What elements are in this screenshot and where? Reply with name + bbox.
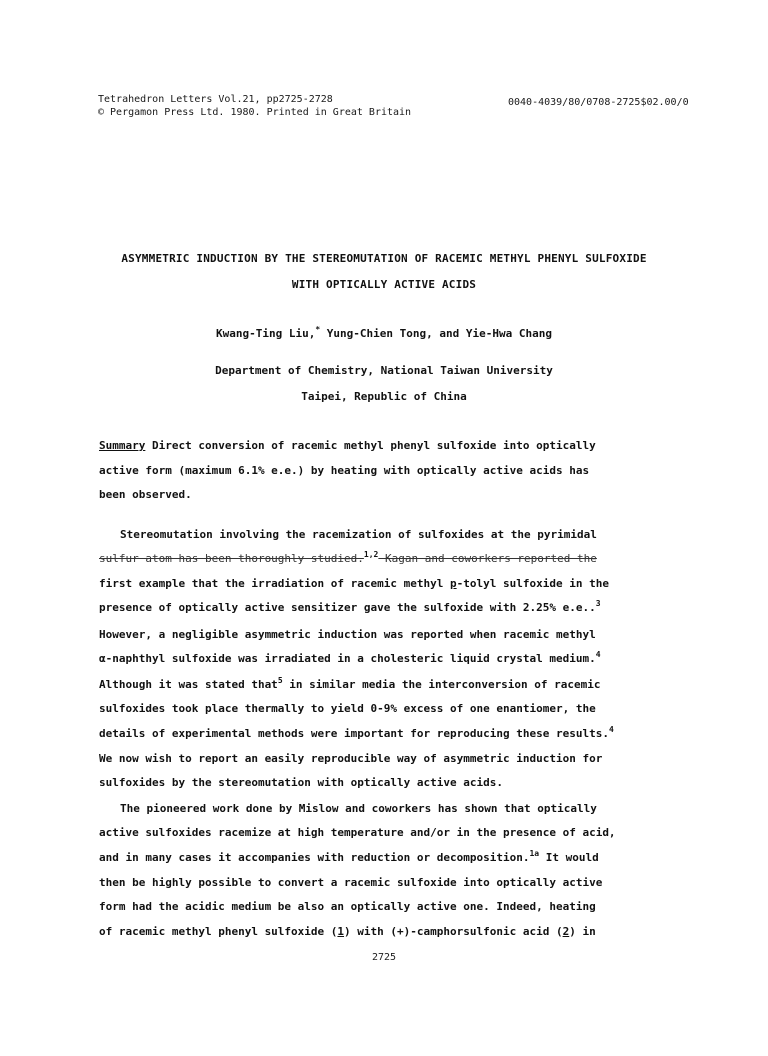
journal-citation: Tetrahedron Letters Vol.21, pp2725-2728: [98, 94, 333, 105]
paragraph-line: presence of optically active sensitizer gave the sulfoxide with 2.25% e.e..$^3$: [99, 599, 601, 614]
paragraph-line: then be highly possible to convert a racemic sulfoxide into optically active: [99, 876, 603, 889]
paragraph-line: Although it was stated that$^5$ in similar media the interconversion of racemic: [99, 676, 601, 691]
summary-line: Summary Direct conversion of racemic methyl phenyl sulfoxide into optically: [99, 439, 596, 452]
citation-ref: 4: [608, 725, 614, 734]
publisher-line: © Pergamon Press Ltd. 1980. Printed in Great Britain: [98, 107, 412, 118]
paragraph-line: first example that the irradiation of racemic methyl p-tolyl sulfoxide in the: [99, 577, 609, 590]
paragraph-line: Stereomutation involving the racemization of sulfoxides at the pyrimidal: [120, 528, 597, 541]
citation-ref: 5: [277, 676, 283, 685]
author-list: [0, 327, 768, 340]
author-others: Yung-Chien Tong, and Yie-Hwa Chang: [320, 327, 552, 340]
paragraph-line: and in many cases it accompanies with reduction or decomposition.$^{1a}$ It would: [99, 849, 599, 864]
paragraph-line: details of experimental methods were important for reproducing these results.$^4$: [99, 725, 614, 740]
paragraph-line: form had the acidic medium be also an optically active one. Indeed, heating: [99, 900, 596, 913]
paper-title-line2: WITH OPTICALLY ACTIVE ACIDS: [291, 278, 477, 291]
corresponding-author-mark: *: [315, 325, 321, 334]
paragraph-line: However, a negligible asymmetric induction was reported when racemic methyl: [99, 628, 596, 641]
citation-ref: 1,2: [363, 550, 379, 559]
page-number: 2725: [371, 952, 397, 963]
journal-header: [98, 93, 411, 119]
compound-number: 1: [337, 925, 345, 938]
compound-number: 2: [562, 925, 570, 938]
citation-ref: 3: [595, 599, 601, 608]
affiliation-location: Taipei, Republic of China: [301, 390, 467, 403]
summary-label: Summary: [99, 439, 146, 452]
paragraph-line: The pioneered work done by Mislow and coworkers has shown that optically: [120, 802, 597, 815]
paragraph-line: α-naphthyl sulfoxide was irradiated in a cholesteric liquid crystal medium.$^4$: [99, 650, 601, 665]
paragraph-line: We now wish to report an easily reproducible way of asymmetric induction for: [99, 752, 603, 765]
paper-title-line1: ASYMMETRIC INDUCTION BY THE STEREOMUTATION OF RACEMIC METHYL PHENYL SULFOXIDE: [121, 252, 647, 265]
author-first: Kwang-Ting Liu,: [216, 327, 316, 340]
paragraph-line: sulfur atom has been thoroughly studied.$^{1,2}$ Kagan and coworkers reported the: [99, 550, 597, 565]
summary-line: active form (maximum 6.1% e.e.) by heating with optically active acids has: [99, 464, 590, 477]
citation-ref: 1a: [529, 849, 540, 858]
summary-line: been observed.: [99, 488, 192, 501]
paragraph-line: sulfoxides by the stereomutation with optically active acids.: [99, 776, 503, 789]
affiliation-department: Department of Chemistry, National Taiwan University: [215, 364, 553, 377]
paragraph-line: of racemic methyl phenyl sulfoxide (1) with (+)-camphorsulfonic acid (2) in: [99, 925, 596, 938]
journal-code: 0040-4039/80/0708-2725$02.00/0: [508, 97, 689, 108]
citation-ref: 4: [595, 650, 601, 659]
paragraph-line: active sulfoxides racemize at high temperature and/or in the presence of acid,: [99, 826, 616, 839]
paragraph-line: sulfoxides took place thermally to yield 0-9% excess of one enantiomer, the: [99, 702, 596, 715]
